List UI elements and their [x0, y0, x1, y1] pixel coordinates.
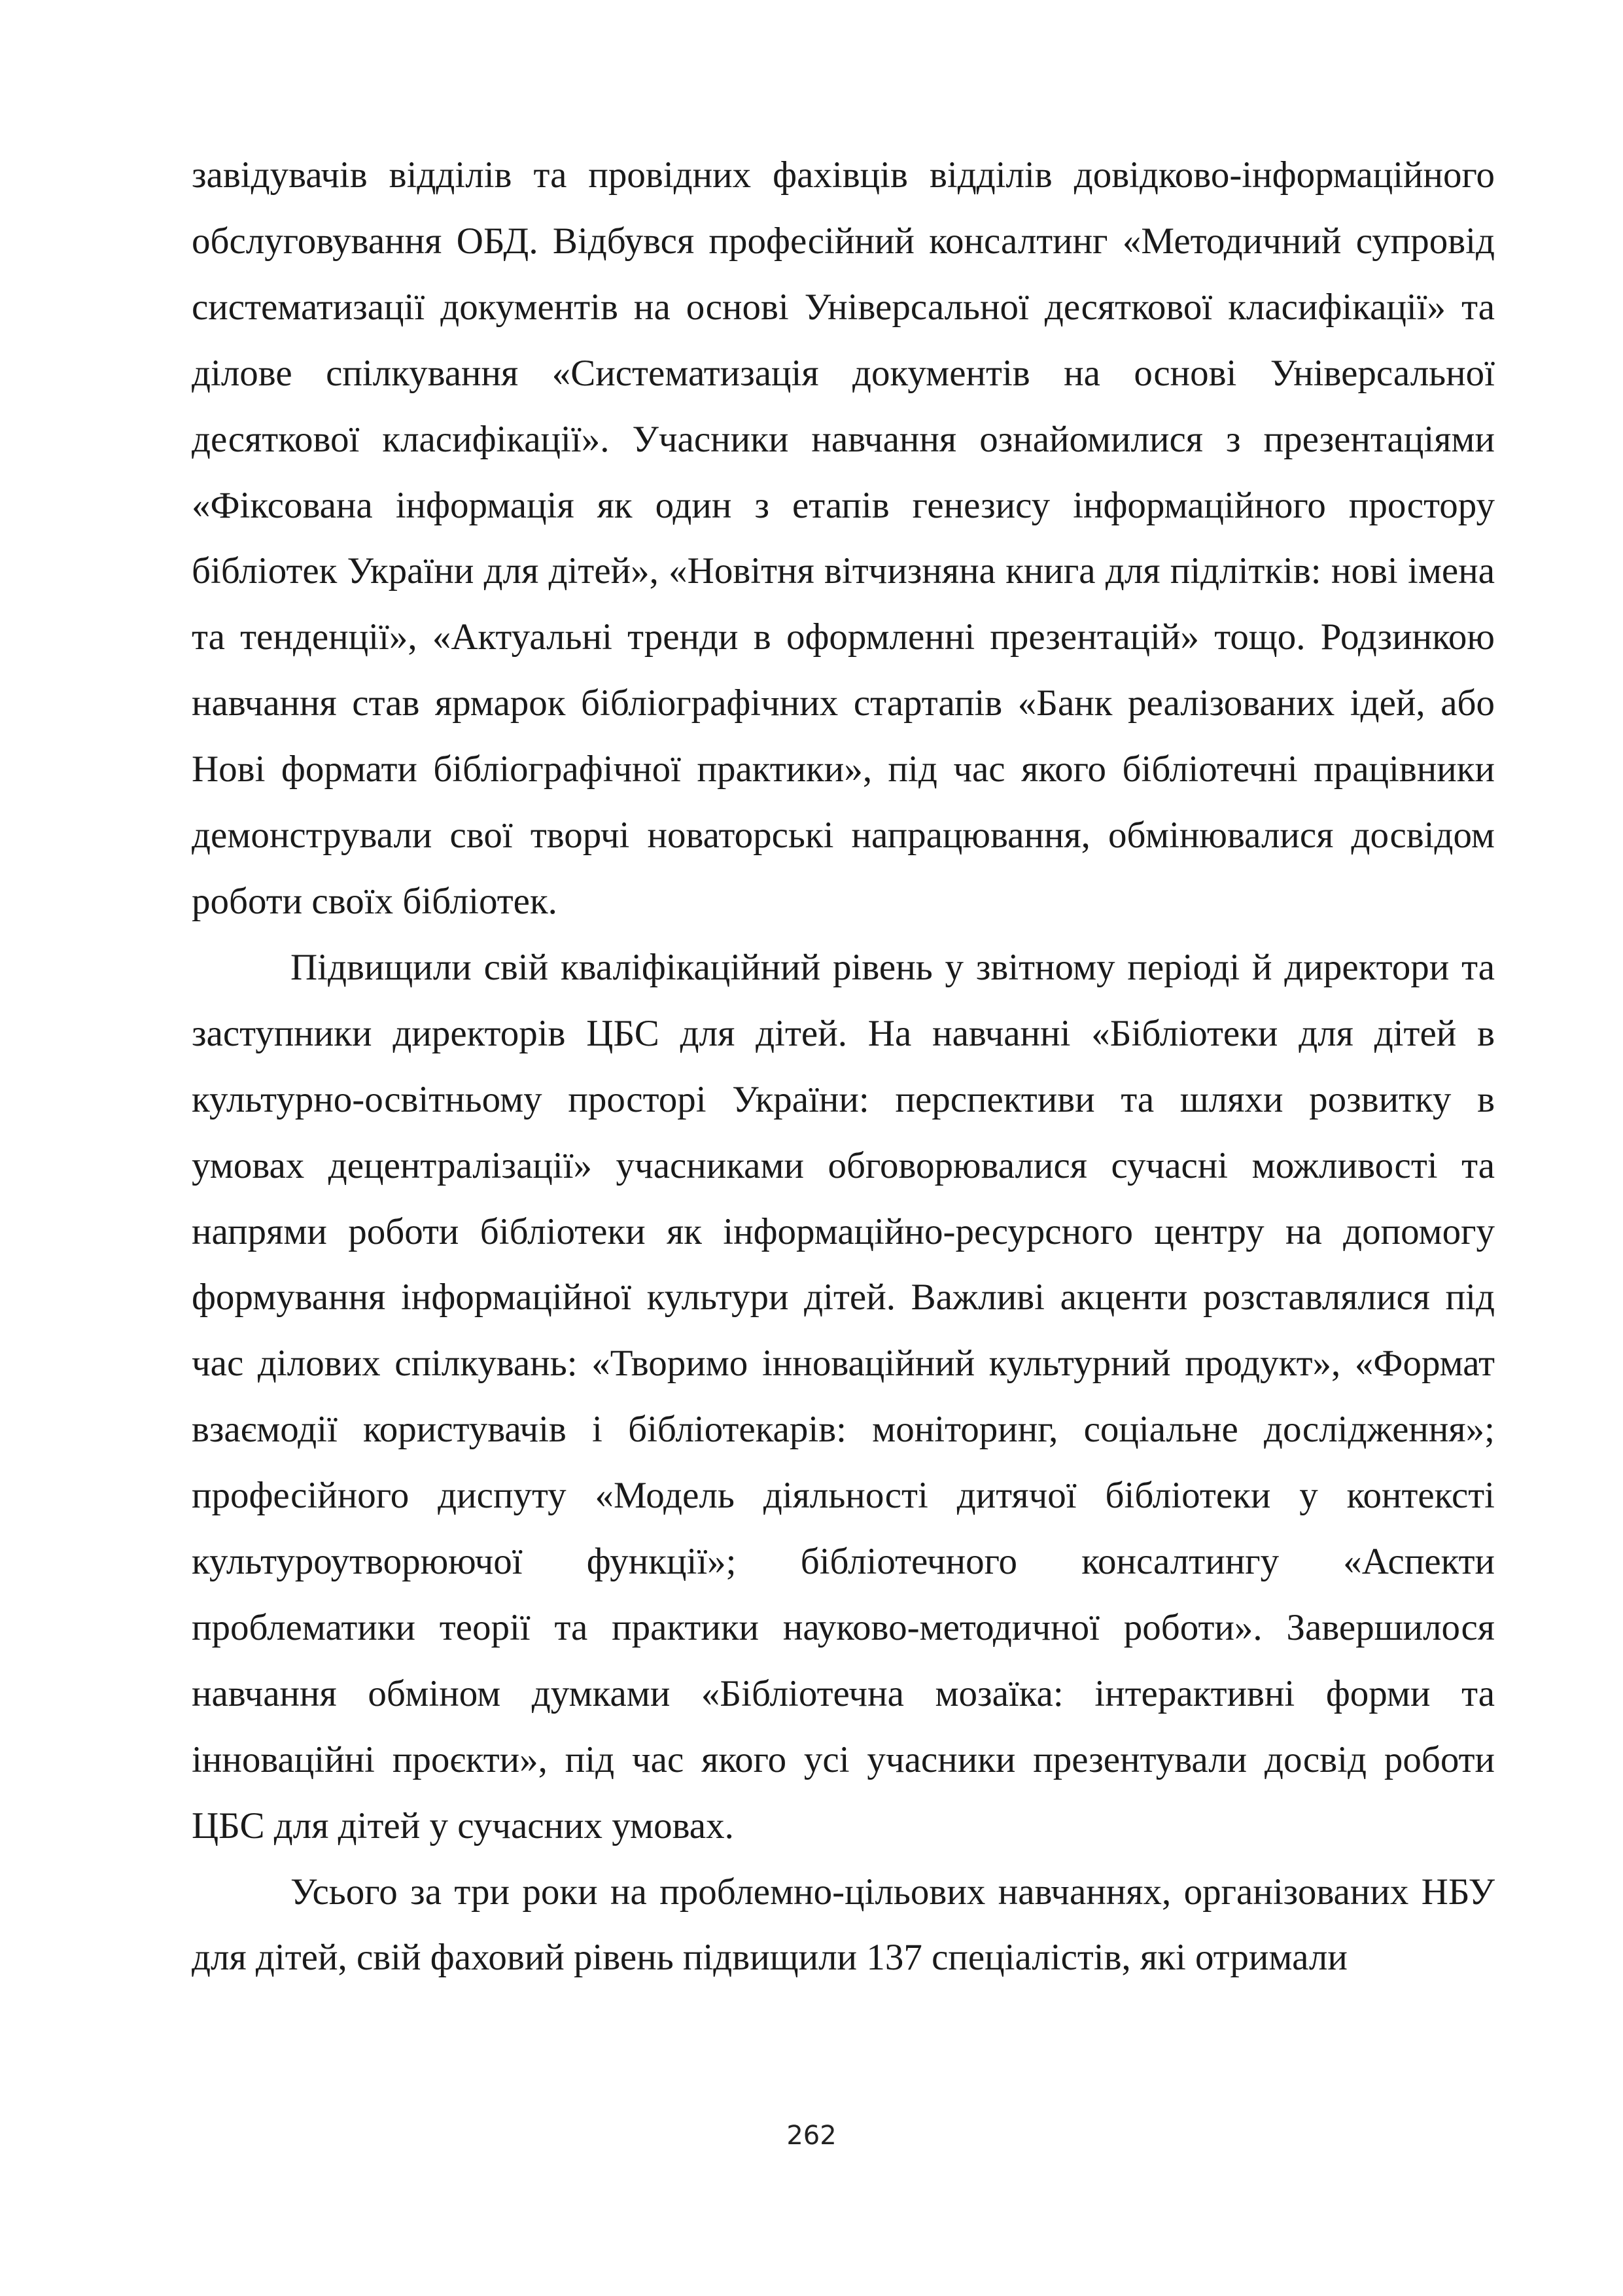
body-text: [192, 143, 1495, 1991]
paragraph-3: Усього за три роки на проблемно-цільових навчаннях, організованих НБУ для дітей, свій фаховий рівень підвищили 137 спеціалістів, які отримали: [192, 1871, 1495, 1979]
paragraph-2: Підвищили свій кваліфікаційний рівень у звітному періоді й директори та заступники директорів ЦБС для дітей. На навчанні «Бібліотеки для дітей в культурно-освітньому просторі України: перспективи та шляхи розвитку в умовах децентралізації» учасниками обговорювалися сучасні можливості та напрями роботи бібліотеки як інформаційно-ресурсного центру на допомогу формування інформаційної культури дітей. Важливі акценти розставлялися під час ділових спілкувань: «Творимо інноваційний культурний продукт», «Формат взаємодії користувачів і бібліотекарів: моніторинг, соціальне дослідження»; професійного диспуту «Модель діяльності дитячої бібліотеки у контексті культуроутворюючої функції»; бібліотечного консалтингу «Аспекти проблематики теорії та практики науково-методичної роботи». Завершилося навчання обміном думками «Бібліотечна мозаїка: інтерактивні форми та інноваційні проєкти», під час якого усі учасники презентували досвід роботи ЦБС для дітей у сучасних умовах.: [192, 946, 1495, 1846]
paragraph-1: завідувачів відділів та провідних фахівців відділів довідково-інформаційного обслуговування ОБД. Відбувся професійний консалтинг «Методичний супровід систематизації документів на основі Універсальної десяткової класифікації» та ділове спілкування «Систематизація документів на основі Універсальної десяткової класифікації». Учасники навчання ознайомилися з презентаціями «Фіксована інформація як один з етапів генезису інформаційного простору бібліотек України для дітей», «Новітня вітчизняна книга для підлітків: нові імена та тенденції», «Актуальні тренди в оформленні презентацій» тощо. Родзинкою навчання став ярмарок бібліографічних стартапів «Банк реалізованих ідей, або Нові формати бібліографічної практики», під час якого бібліотечні працівники демонстрували свої творчі новаторські напрацювання, обмінювалися досвідом роботи своїх бібліотек.: [192, 154, 1495, 922]
page-number: 262: [786, 2121, 837, 2151]
